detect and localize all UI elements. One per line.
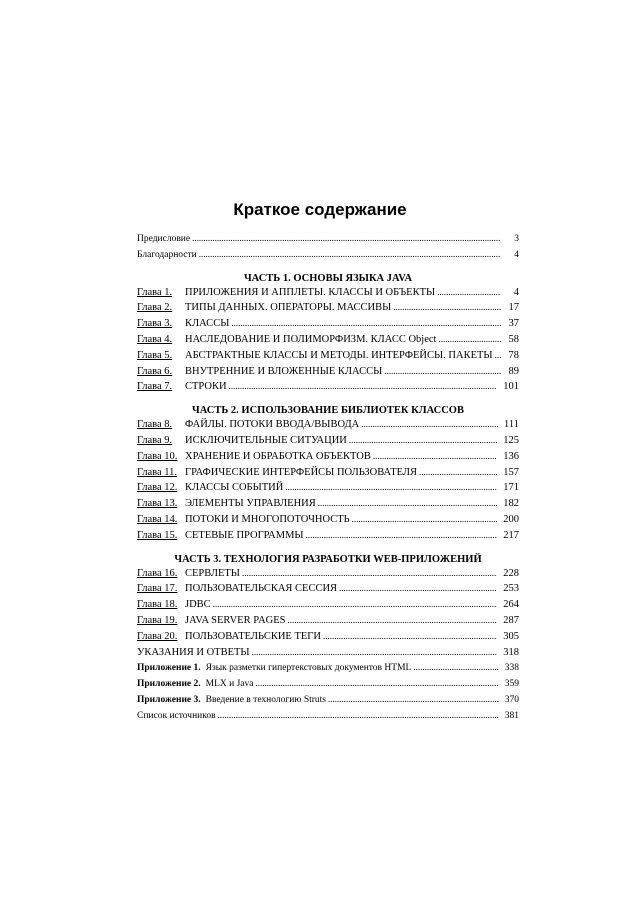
chapter-page: 228 bbox=[503, 567, 519, 579]
chapter-page: 101 bbox=[503, 381, 519, 393]
chapter-page: 111 bbox=[504, 419, 519, 431]
chapter-title: ЭЛЕМЕНТЫ УПРАВЛЕНИЯ bbox=[185, 498, 316, 510]
chapter-number-link[interactable]: Глава 1. bbox=[137, 286, 173, 298]
chapter-number-link[interactable]: Глава 5. bbox=[137, 349, 173, 361]
toc-entry-chapter[interactable] bbox=[137, 419, 519, 435]
part-3-chapters bbox=[137, 568, 519, 647]
chapter-page: 37 bbox=[508, 318, 519, 330]
chapter-page: 58 bbox=[508, 333, 519, 345]
chapter-number-link[interactable]: Глава 11. bbox=[137, 466, 178, 478]
appendix-page: 359 bbox=[504, 679, 519, 690]
leader-dots bbox=[352, 514, 498, 525]
leader-dots bbox=[361, 419, 498, 430]
chapter-title: JDBC bbox=[185, 599, 211, 611]
toc-entry-page: 381 bbox=[504, 710, 519, 721]
appendix-number: Приложение 1. bbox=[137, 663, 201, 674]
toc-entry-chapter[interactable] bbox=[137, 482, 519, 498]
chapter-number-link[interactable]: Глава 18. bbox=[137, 599, 178, 611]
chapter-title: ПРИЛОЖЕНИЯ И АППЛЕТЫ. КЛАССЫ И ОБЪЕКТЫ bbox=[185, 286, 436, 298]
leader-dots bbox=[218, 710, 499, 721]
leader-dots bbox=[242, 568, 497, 579]
leader-dots bbox=[192, 233, 501, 244]
chapter-number-link[interactable]: Глава 12. bbox=[137, 482, 178, 494]
leader-dots bbox=[252, 647, 498, 658]
toc-entry-preface[interactable] bbox=[137, 233, 519, 249]
chapter-title: НАСЛЕДОВАНИЕ И ПОЛИМОРФИЗМ. КЛАСС Object bbox=[185, 333, 437, 345]
chapter-number-link[interactable]: Глава 19. bbox=[137, 614, 178, 626]
appendices bbox=[137, 662, 519, 709]
chapter-page: 157 bbox=[503, 466, 519, 478]
chapter-title: СТРОКИ bbox=[185, 381, 227, 393]
chapter-page: 89 bbox=[508, 365, 519, 377]
chapter-title: КЛАССЫ СОБЫТИЙ bbox=[185, 482, 284, 494]
chapter-page: 264 bbox=[503, 599, 519, 611]
chapter-number-link[interactable]: Глава 9. bbox=[137, 434, 173, 446]
chapter-number-link[interactable]: Глава 14. bbox=[137, 513, 178, 525]
table-of-contents bbox=[137, 233, 519, 726]
toc-entry-chapter[interactable] bbox=[137, 599, 519, 615]
leader-dots bbox=[373, 451, 497, 462]
appendix-title: Язык разметки гипертекстовых документов HTML bbox=[205, 663, 412, 674]
chapter-title: КЛАССЫ bbox=[185, 318, 230, 330]
leader-dots bbox=[285, 482, 497, 493]
leader-dots bbox=[231, 318, 501, 329]
toc-entry-chapter[interactable] bbox=[137, 568, 519, 584]
chapter-number-link[interactable]: Глава 7. bbox=[137, 381, 173, 393]
chapter-number-link[interactable]: Глава 13. bbox=[137, 498, 178, 510]
leader-dots bbox=[413, 662, 498, 673]
chapter-title: ФАЙЛЫ. ПОТОКИ ВВОДА/ВЫВОДА bbox=[185, 419, 360, 431]
toc-entry-appendix[interactable] bbox=[137, 678, 519, 694]
chapter-title: СЕТЕВЫЕ ПРОГРАММЫ bbox=[185, 529, 304, 541]
chapter-title: ИСКЛЮЧИТЕЛЬНЫЕ СИТУАЦИИ bbox=[185, 434, 347, 446]
appendix-title: Введение в технологию Struts bbox=[205, 694, 326, 705]
toc-entry-chapter[interactable] bbox=[137, 381, 519, 397]
chapter-title: ПОЛЬЗОВАТЕЛЬСКАЯ СЕССИЯ bbox=[185, 583, 338, 595]
part-heading: ЧАСТЬ 2. ИСПОЛЬЗОВАНИЕ БИБЛИОТЕК КЛАССОВ bbox=[192, 405, 464, 417]
chapter-title: ПОЛЬЗОВАТЕЛЬСКИЕ ТЕГИ bbox=[185, 630, 321, 642]
chapter-number-link[interactable]: Глава 6. bbox=[137, 365, 173, 377]
leader-dots bbox=[419, 467, 497, 478]
chapter-number-link[interactable]: Глава 4. bbox=[137, 333, 173, 345]
toc-entry-page: 318 bbox=[503, 646, 519, 658]
chapter-page: 253 bbox=[503, 583, 519, 595]
appendix-page: 338 bbox=[504, 663, 519, 674]
leader-dots bbox=[229, 381, 498, 392]
part-heading: ЧАСТЬ 1. ОСНОВЫ ЯЗЫКА JAVA bbox=[243, 272, 413, 284]
chapter-page: 171 bbox=[503, 482, 519, 494]
chapter-number-link[interactable]: Глава 17. bbox=[137, 583, 178, 595]
part-2-chapters bbox=[137, 419, 519, 545]
toc-entry-page: 3 bbox=[514, 234, 519, 244]
leader-dots bbox=[393, 302, 501, 313]
chapter-page: 305 bbox=[503, 630, 519, 642]
chapter-number-link[interactable]: Глава 16. bbox=[137, 567, 178, 579]
chapter-title: ТИПЫ ДАННЫХ. ОПЕРАТОРЫ. МАССИВЫ bbox=[185, 302, 392, 314]
toc-entry-chapter[interactable] bbox=[137, 435, 519, 451]
chapter-title: АБСТРАКТНЫЕ КЛАССЫ И МЕТОДЫ. ИНТЕРФЕЙСЫ. ПАКЕТЫ bbox=[185, 349, 493, 361]
chapter-title: СЕРВЛЕТЫ bbox=[185, 567, 240, 579]
leader-dots bbox=[288, 615, 498, 626]
toc-entry-chapter[interactable] bbox=[137, 631, 519, 647]
appendix-page: 370 bbox=[504, 694, 519, 705]
toc-entry-chapter[interactable] bbox=[137, 583, 519, 599]
toc-entry-chapter[interactable] bbox=[137, 334, 519, 350]
toc-entry-chapter[interactable] bbox=[137, 350, 519, 366]
appendix-number: Приложение 2. bbox=[137, 679, 201, 690]
toc-entry-sources[interactable] bbox=[137, 710, 519, 726]
toc-entry-chapter[interactable] bbox=[137, 366, 519, 382]
chapter-number-link[interactable]: Глава 8. bbox=[137, 419, 173, 431]
chapter-number-link[interactable]: Глава 15. bbox=[137, 529, 178, 541]
chapter-title: ПОТОКИ И МНОГОПОТОЧНОСТЬ bbox=[185, 513, 350, 525]
toc-entry-chapter[interactable] bbox=[137, 318, 519, 334]
leader-dots bbox=[306, 530, 498, 541]
appendix-title: MLX и Java bbox=[205, 679, 254, 690]
leader-dots bbox=[328, 694, 499, 705]
chapter-page: 125 bbox=[503, 434, 519, 446]
toc-entry-label: Благодарности bbox=[137, 249, 197, 260]
chapter-page: 287 bbox=[503, 614, 519, 626]
toc-entry-chapter[interactable] bbox=[137, 451, 519, 467]
leader-dots bbox=[213, 599, 498, 610]
toc-entry-label: УКАЗАНИЯ И ОТВЕТЫ bbox=[137, 646, 250, 658]
leader-dots bbox=[349, 435, 497, 446]
toc-entry-chapter[interactable] bbox=[137, 514, 519, 530]
toc-entry-chapter[interactable] bbox=[137, 287, 519, 303]
chapter-title: JAVA SERVER PAGES bbox=[185, 614, 286, 626]
toc-entry-appendix[interactable] bbox=[137, 662, 519, 678]
chapter-page: 217 bbox=[503, 529, 519, 541]
chapter-page: 17 bbox=[508, 302, 519, 314]
chapter-page: 4 bbox=[513, 286, 519, 298]
toc-entry-chapter[interactable] bbox=[137, 530, 519, 546]
chapter-title: ГРАФИЧЕСКИЕ ИНТЕРФЕЙСЫ ПОЛЬЗОВАТЕЛЯ bbox=[185, 466, 418, 478]
toc-entry-chapter[interactable] bbox=[137, 302, 519, 318]
chapter-page: 136 bbox=[503, 450, 519, 462]
part-heading: ЧАСТЬ 3. ТЕХНОЛОГИЯ РАЗРАБОТКИ WEB-ПРИЛОЖЕНИЙ bbox=[174, 553, 482, 565]
leader-dots bbox=[437, 287, 501, 298]
leader-dots bbox=[255, 678, 498, 689]
leader-dots bbox=[438, 334, 501, 345]
leader-dots bbox=[323, 631, 497, 642]
toc-entry-label: Список источников bbox=[137, 710, 216, 721]
chapter-title: ВНУТРЕННИЕ И ВЛОЖЕННЫЕ КЛАССЫ bbox=[185, 365, 383, 377]
chapter-number-link[interactable]: Глава 2. bbox=[137, 302, 173, 314]
toc-entry-answers[interactable] bbox=[137, 647, 519, 663]
appendix-number: Приложение 3. bbox=[137, 694, 201, 705]
page-title: Краткое содержание bbox=[233, 200, 407, 219]
toc-entry-label: Предисловие bbox=[137, 234, 191, 244]
chapter-number-link[interactable]: Глава 3. bbox=[137, 318, 173, 330]
toc-entry-chapter[interactable] bbox=[137, 467, 519, 483]
toc-entry-page: 4 bbox=[514, 249, 519, 260]
toc-entry-acknowledgements[interactable] bbox=[137, 249, 519, 265]
toc-entry-chapter[interactable] bbox=[137, 615, 519, 631]
leader-dots bbox=[318, 498, 498, 509]
leader-dots bbox=[339, 583, 497, 594]
toc-entry-appendix[interactable] bbox=[137, 694, 519, 710]
chapter-page: 78 bbox=[508, 349, 519, 361]
leader-dots bbox=[495, 350, 501, 361]
chapter-number-link[interactable]: Глава 10. bbox=[137, 450, 178, 462]
leader-dots bbox=[384, 366, 501, 377]
toc-entry-chapter[interactable] bbox=[137, 498, 519, 514]
chapter-page: 182 bbox=[503, 498, 519, 510]
chapter-number-link[interactable]: Глава 20. bbox=[137, 630, 178, 642]
chapter-title: ХРАНЕНИЕ И ОБРАБОТКА ОБЪЕКТОВ bbox=[185, 450, 371, 462]
part-1-chapters bbox=[137, 287, 519, 398]
chapter-page: 200 bbox=[503, 513, 519, 525]
leader-dots bbox=[199, 249, 501, 260]
